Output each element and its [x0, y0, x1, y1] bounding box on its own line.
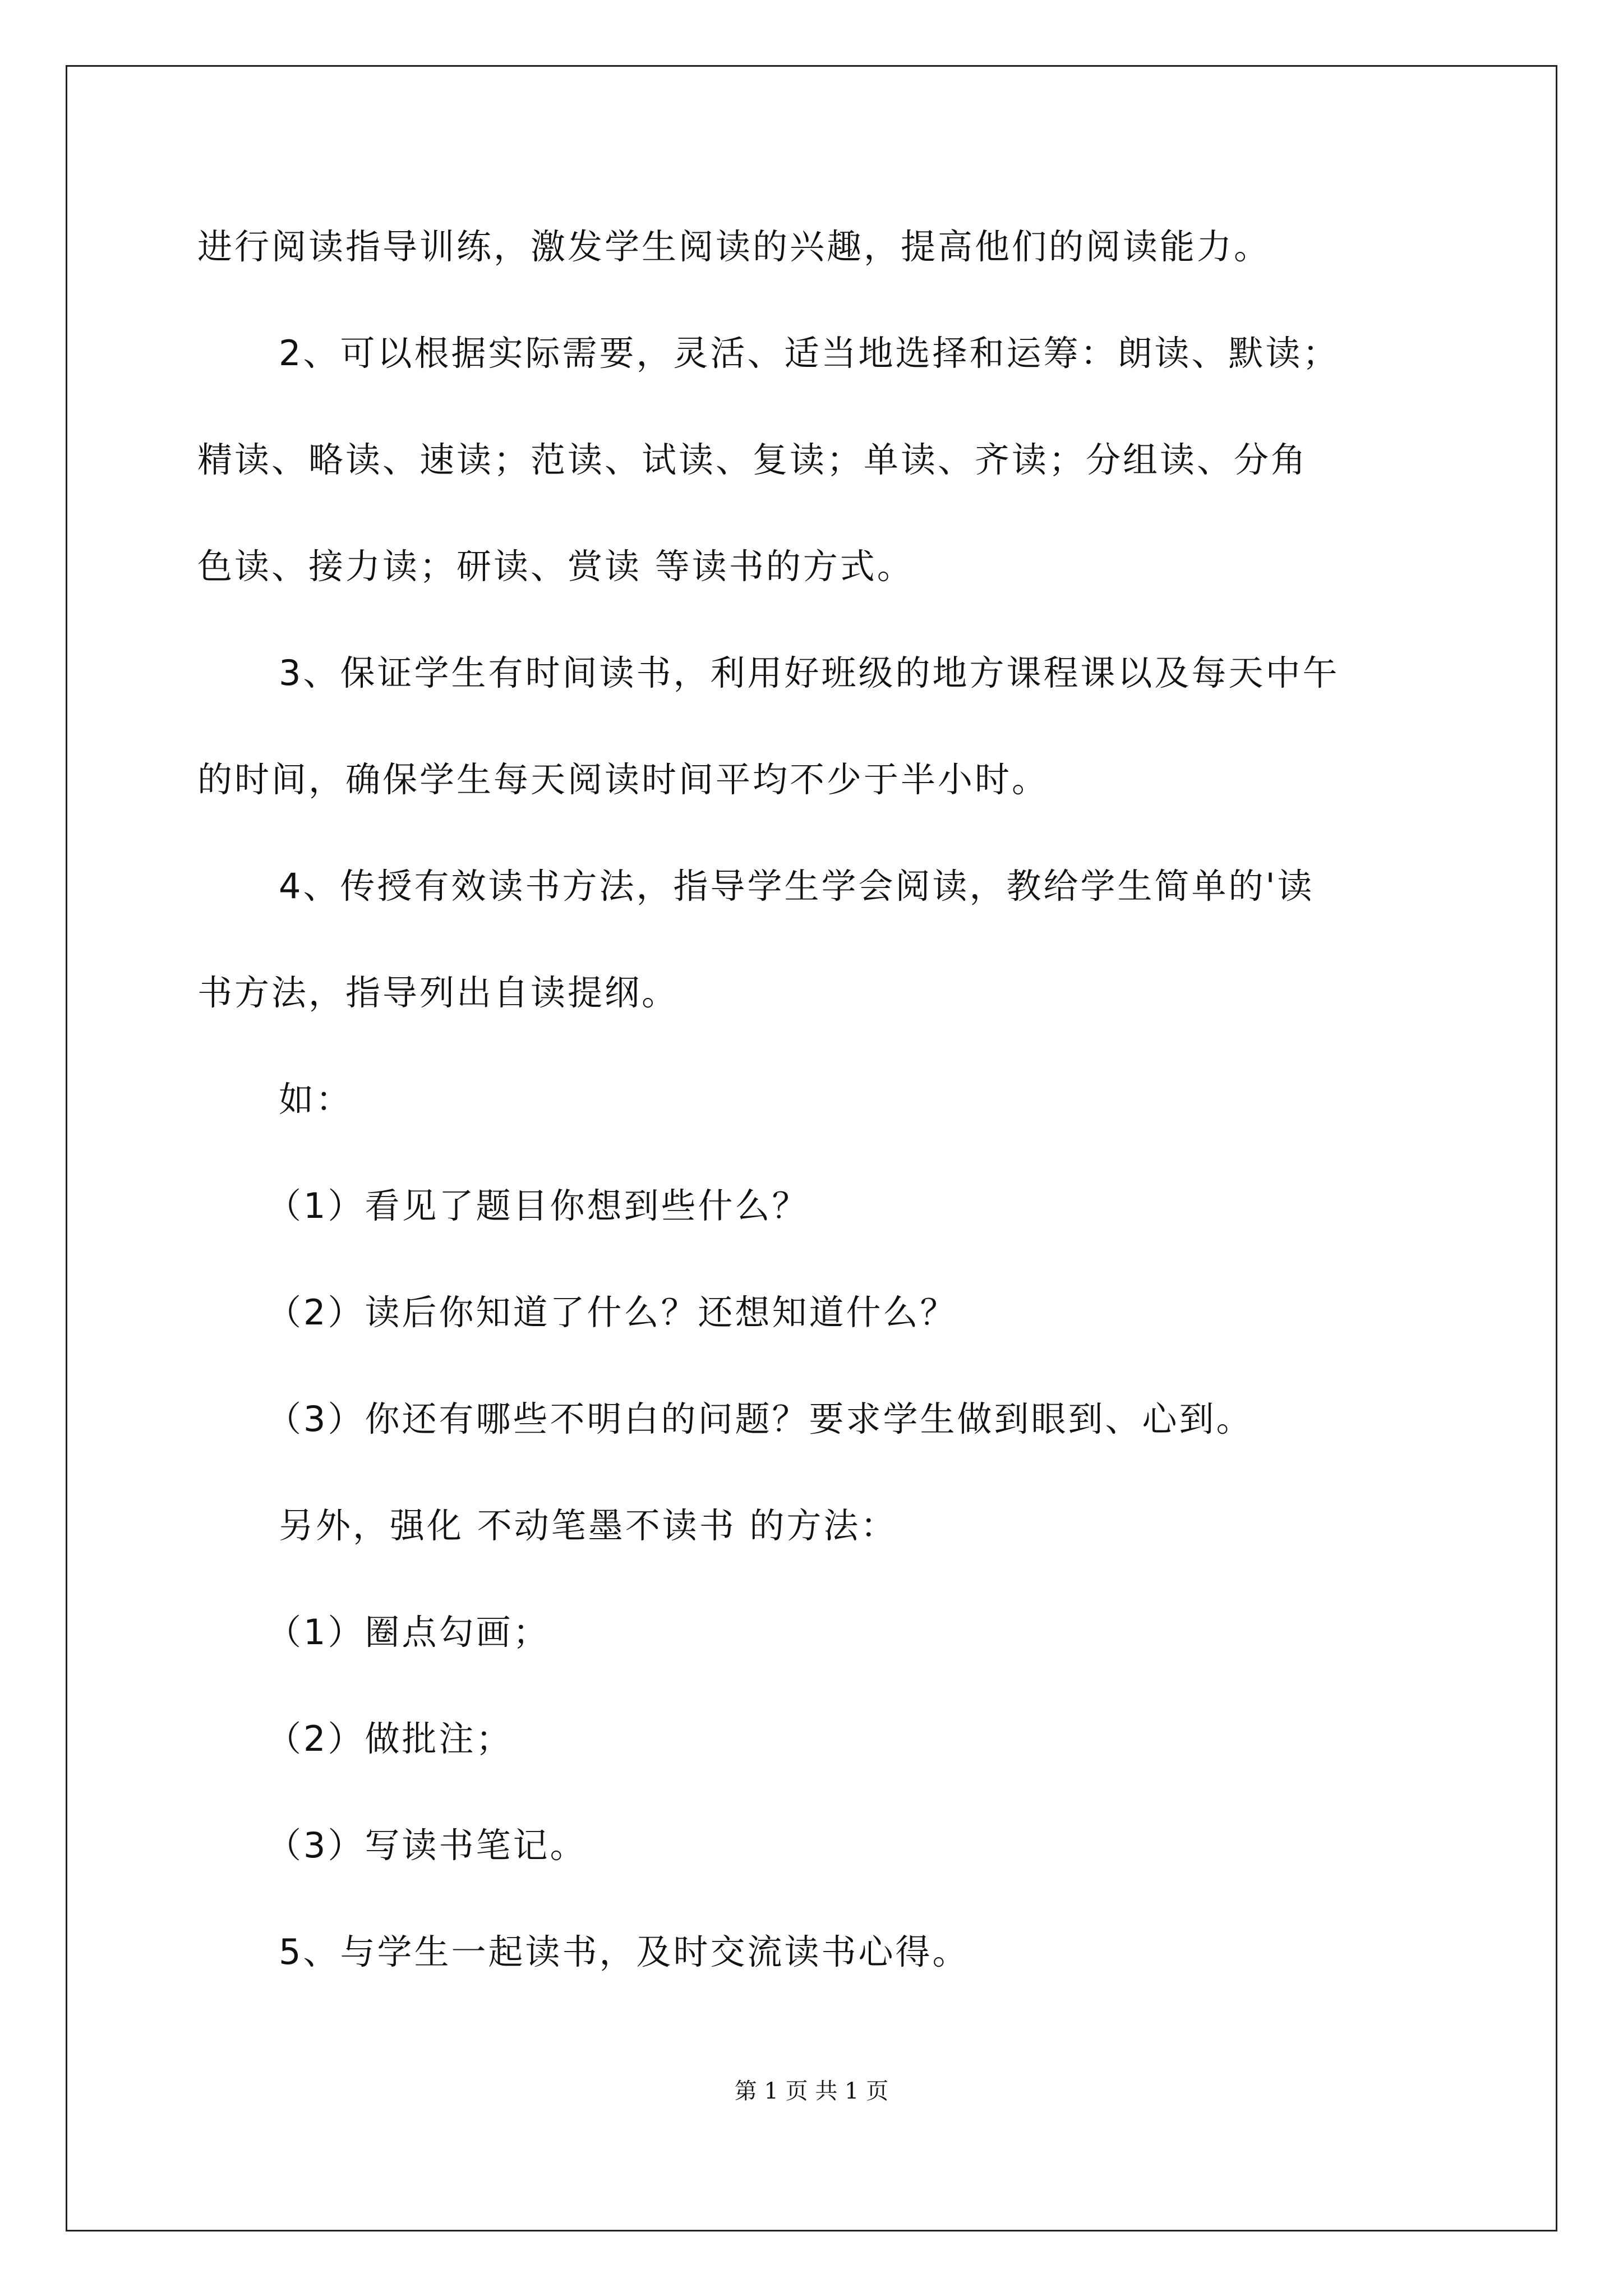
- list-item: （1）看见了题目你想到些什么？: [266, 1185, 809, 1226]
- paragraph-line: 精读、略读、速读；范读、试读、复读；单读、齐读；分组读、分角: [197, 439, 1308, 480]
- list-item: （1）圈点勾画；: [266, 1612, 550, 1653]
- list-item: （2）做批注；: [266, 1718, 513, 1759]
- paragraph-line: 2、可以根据实际需要，灵活、适当地选择和运筹：朗读、默读；: [279, 333, 1340, 374]
- paragraph-line: 色读、接力读；研读、赏读 等读书的方式。: [197, 546, 914, 587]
- paragraph-line: 的时间，确保学生每天阅读时间平均不少于半小时。: [197, 759, 1049, 800]
- list-item: （2）读后你知道了什么？还想知道什么？: [266, 1292, 957, 1333]
- list-item: （3）写读书笔记。: [266, 1825, 587, 1866]
- paragraph-line: 5、与学生一起读书，及时交流读书心得。: [279, 1931, 970, 1972]
- paragraph-line: 3、保证学生有时间读书，利用好班级的地方课程课以及每天中午: [279, 652, 1340, 693]
- page-footer: 第 1 页 共 1 页: [734, 2078, 889, 2104]
- paragraph-line: 进行阅读指导训练，激发学生阅读的兴趣，提高他们的阅读能力。: [197, 226, 1271, 267]
- paragraph-line: 如：: [279, 1079, 353, 1120]
- paragraph-line: 书方法，指导列出自读提纲。: [197, 972, 679, 1013]
- paragraph-line: 4、传授有效读书方法，指导学生学会阅读，教给学生简单的'读: [279, 866, 1315, 907]
- paragraph-line: 另外，强化 不动笔墨不读书 的方法：: [279, 1505, 898, 1546]
- list-item: （3）你还有哪些不明白的问题？要求学生做到眼到、心到。: [266, 1398, 1253, 1439]
- page-border: [66, 65, 1557, 2231]
